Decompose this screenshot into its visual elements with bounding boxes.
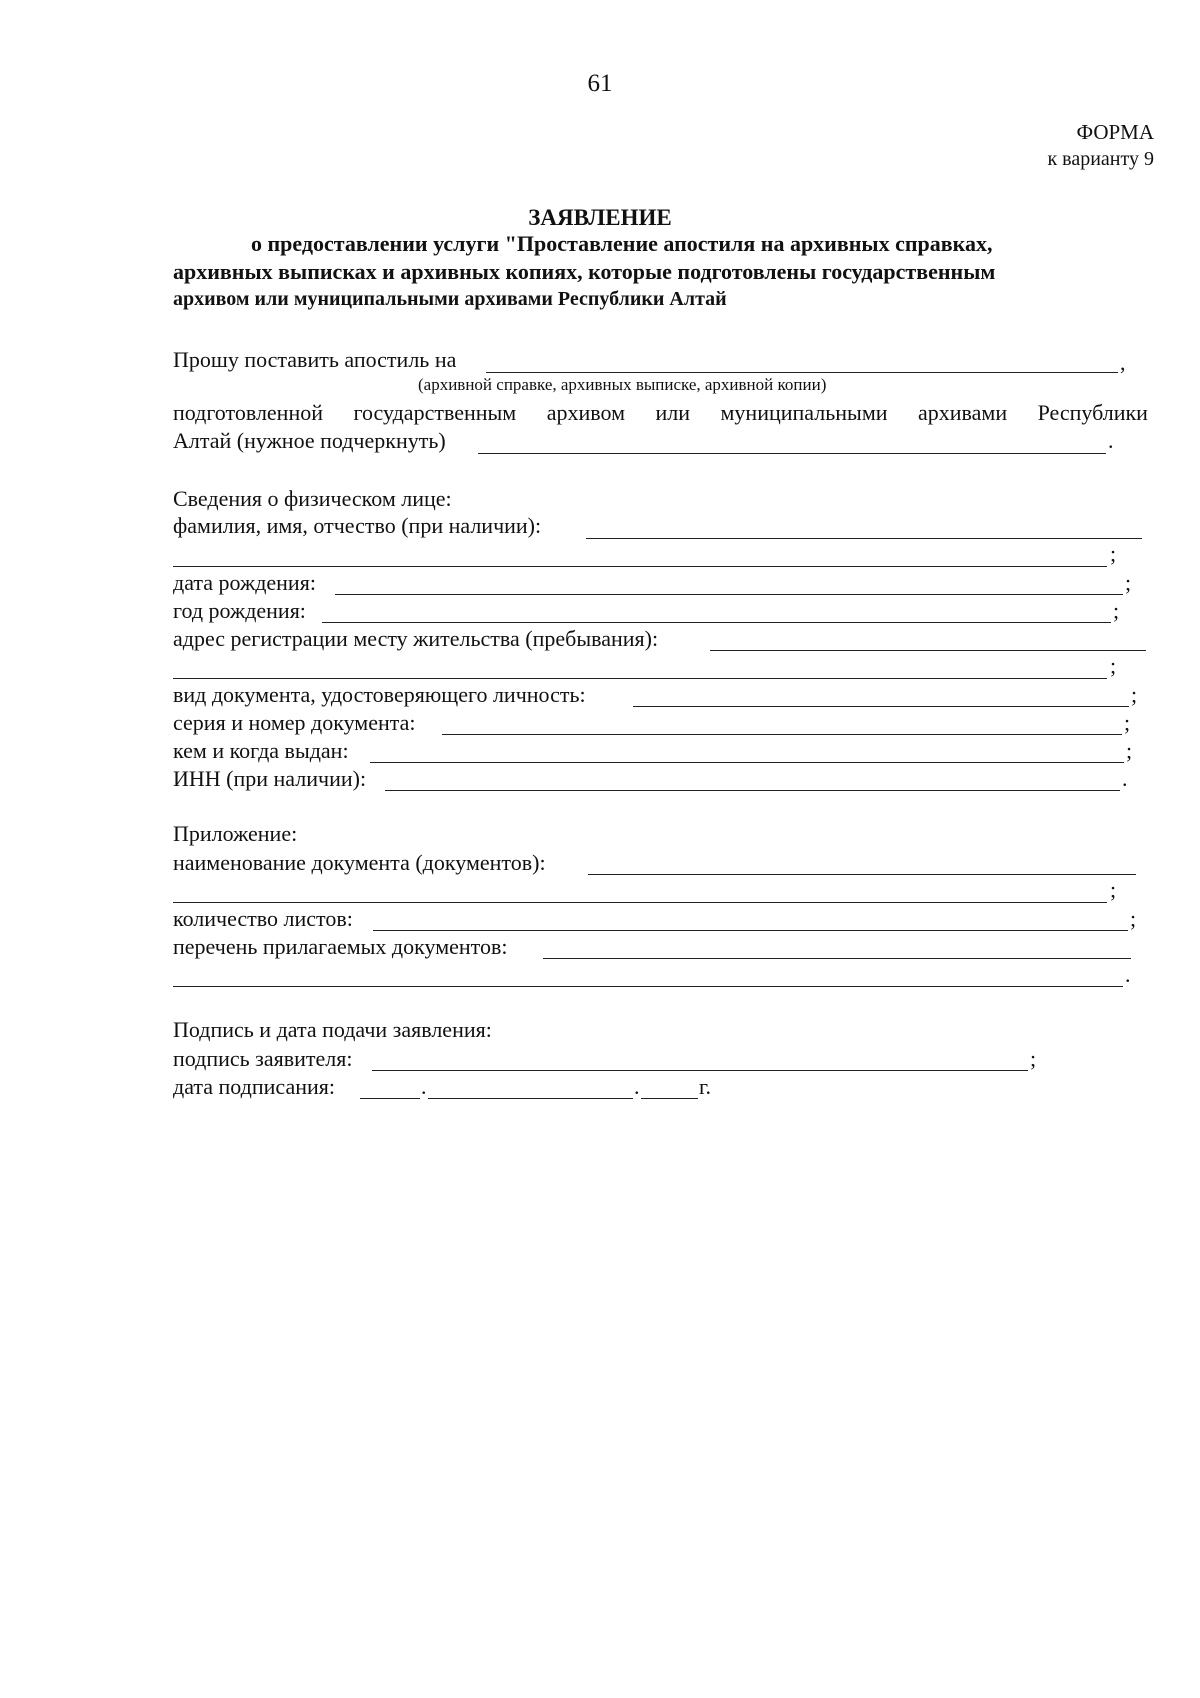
request-period: . bbox=[1108, 428, 1114, 453]
attachment-heading: Приложение: bbox=[173, 821, 298, 846]
doc-type-label: вид документа, удостоверяющего личность: bbox=[173, 682, 586, 707]
inn-field[interactable] bbox=[385, 790, 1120, 791]
word: муниципальными bbox=[720, 400, 888, 425]
sign-date-day-field[interactable] bbox=[360, 1098, 420, 1099]
word: подготовленной bbox=[173, 400, 324, 425]
fio-field-continuation[interactable] bbox=[173, 566, 1107, 567]
date-dot: . bbox=[421, 1074, 427, 1099]
birth-year-field[interactable] bbox=[322, 622, 1111, 623]
word: архивами bbox=[918, 400, 1008, 425]
word: государственным bbox=[353, 400, 517, 425]
form-label: ФОРМА bbox=[1076, 120, 1154, 144]
semicolon: ; bbox=[1126, 738, 1133, 763]
form-variant: к варианту 9 bbox=[1047, 148, 1154, 170]
subtitle-line-1: о предоставлении услуги "Проставление апостиля на архивных справках, bbox=[251, 231, 993, 256]
semicolon: ; bbox=[1130, 906, 1137, 931]
sheets-label: количество листов: bbox=[173, 906, 353, 931]
doc-type-field[interactable] bbox=[633, 706, 1129, 707]
semicolon: ; bbox=[1125, 570, 1132, 595]
address-label: адрес регистрации месту жительства (пребывания): bbox=[173, 626, 659, 651]
sign-date-label: дата подписания: bbox=[173, 1074, 335, 1099]
date-dot: . bbox=[634, 1074, 640, 1099]
attachments-list-label: перечень прилагаемых документов: bbox=[173, 934, 508, 959]
page-number: 61 bbox=[587, 70, 613, 97]
signature-field[interactable] bbox=[372, 1070, 1028, 1071]
sheets-field[interactable] bbox=[373, 930, 1128, 931]
request-comma: , bbox=[1120, 350, 1126, 375]
fio-label: фамилия, имя, отчество (при наличии): bbox=[173, 513, 542, 538]
attachment-name-field-continuation[interactable] bbox=[173, 902, 1107, 903]
request-prefix: Прошу поставить апостиль на bbox=[173, 347, 457, 372]
doc-number-field[interactable] bbox=[442, 734, 1122, 735]
sign-date-month-field[interactable] bbox=[428, 1098, 633, 1099]
address-field[interactable] bbox=[710, 650, 1146, 651]
attachment-name-label: наименование документа (документов): bbox=[173, 850, 546, 875]
semicolon: ; bbox=[1124, 710, 1131, 735]
issued-label: кем и когда выдан: bbox=[173, 738, 349, 763]
semicolon: ; bbox=[1110, 541, 1117, 566]
semicolon: ; bbox=[1110, 653, 1117, 678]
subtitle-line-3: архивом или муниципальными архивами Республики Алтай bbox=[173, 288, 727, 310]
word: архивом bbox=[546, 400, 625, 425]
word: Республики bbox=[1037, 400, 1148, 425]
attachments-list-field[interactable] bbox=[543, 958, 1131, 959]
issued-field[interactable] bbox=[370, 762, 1124, 763]
document-title: ЗАЯВЛЕНИЕ bbox=[528, 205, 672, 230]
period: . bbox=[1125, 962, 1131, 987]
address-field-continuation[interactable] bbox=[173, 678, 1107, 679]
person-heading: Сведения о физическом лице: bbox=[173, 486, 452, 511]
word: или bbox=[655, 400, 691, 425]
request-line-3: Алтай (нужное подчеркнуть) bbox=[173, 428, 446, 453]
attachment-name-field[interactable] bbox=[588, 874, 1136, 875]
request-archive-line[interactable] bbox=[478, 453, 1106, 454]
year-suffix: г. bbox=[699, 1074, 712, 1099]
sign-date-year-field[interactable] bbox=[641, 1098, 698, 1099]
signature-label: подпись заявителя: bbox=[173, 1046, 353, 1071]
doc-number-label: серия и номер документа: bbox=[173, 710, 416, 735]
birth-date-label: дата рождения: bbox=[173, 570, 316, 595]
subtitle-line-2: архивных выписках и архивных копиях, которые подготовлены государственным bbox=[173, 259, 996, 284]
semicolon: ; bbox=[1131, 682, 1138, 707]
request-hint: (архивной справке, архивных выписке, архивной копии) bbox=[418, 375, 827, 394]
period: . bbox=[1122, 766, 1128, 791]
attachments-list-field-continuation[interactable] bbox=[173, 986, 1123, 987]
birth-year-label: год рождения: bbox=[173, 598, 306, 623]
semicolon: ; bbox=[1030, 1046, 1037, 1071]
semicolon: ; bbox=[1110, 877, 1117, 902]
signature-heading: Подпись и дата подачи заявления: bbox=[173, 1017, 492, 1042]
semicolon: ; bbox=[1113, 598, 1120, 623]
request-line-2 bbox=[173, 400, 1148, 426]
birth-date-field[interactable] bbox=[335, 594, 1123, 595]
inn-label: ИНН (при наличии): bbox=[173, 766, 367, 791]
request-document-line[interactable] bbox=[486, 372, 1118, 373]
fio-field[interactable] bbox=[586, 538, 1142, 539]
